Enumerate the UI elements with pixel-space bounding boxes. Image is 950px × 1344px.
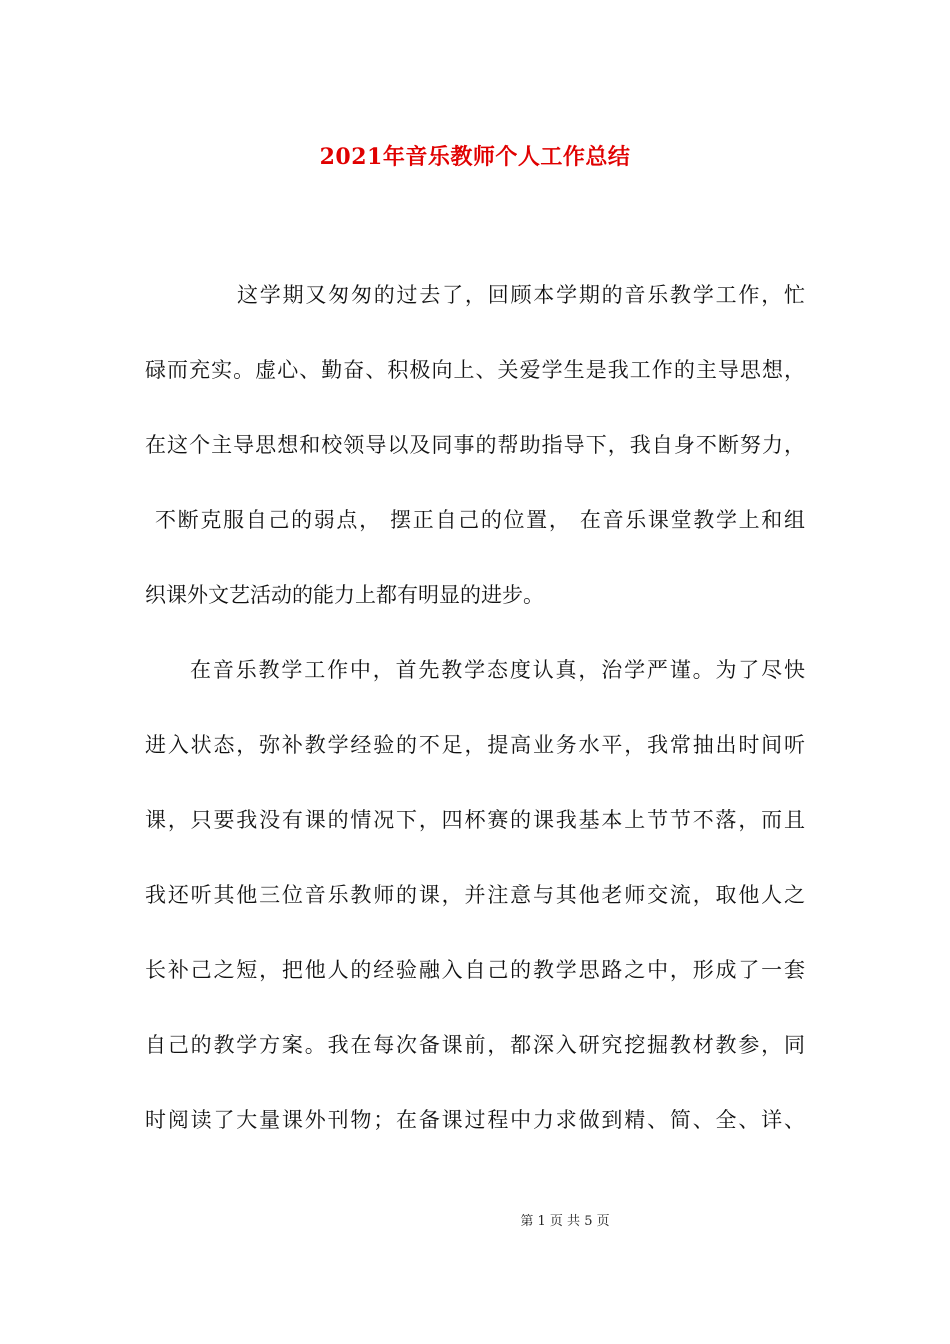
- paragraph-line: 长补己之短，把他人的经验融入自己的教学思路之中，形成了一套: [145, 958, 805, 982]
- paragraph-line: 进入状态，弥补教学经验的不足，提高业务水平，我常抽出时间听: [145, 733, 805, 757]
- page-number-footer: 第 1 页 共 5 页: [520, 1214, 610, 1229]
- paragraph-line: 时阅读了大量课外刊物；在备课过程中力求做到精、简、全、详、: [145, 1108, 805, 1132]
- paragraph-line: 我还听其他三位音乐教师的课，并注意与其他老师交流，取他人之: [145, 883, 805, 907]
- paragraph-line: 这学期又匆匆的过去了，回顾本学期的音乐教学工作，忙: [237, 283, 805, 307]
- paragraph-line: 织课外文艺活动的能力上都有明显的进步。: [145, 583, 544, 607]
- paragraph-line: 自己的教学方案。我在每次备课前，都深入研究挖掘教材教参，同: [145, 1033, 805, 1057]
- paragraph-line: 不断克服自己的弱点， 摆正自己的位置， 在音乐课堂教学上和组: [155, 508, 805, 532]
- page-title: 2021年音乐教师个人工作总结: [319, 144, 631, 170]
- paragraph-line: 在这个主导思想和校领导以及同事的帮助指导下，我自身不断努力，: [145, 433, 805, 457]
- paragraph-line: 碌而充实。虚心、勤奋、积极向上、关爱学生是我工作的主导思想，: [145, 358, 805, 382]
- paragraph-line: 在音乐教学工作中，首先教学态度认真，治学严谨。为了尽快: [190, 658, 805, 682]
- paragraph-line: 课，只要我没有课的情况下，四杯赛的课我基本上节节不落，而且: [145, 808, 805, 832]
